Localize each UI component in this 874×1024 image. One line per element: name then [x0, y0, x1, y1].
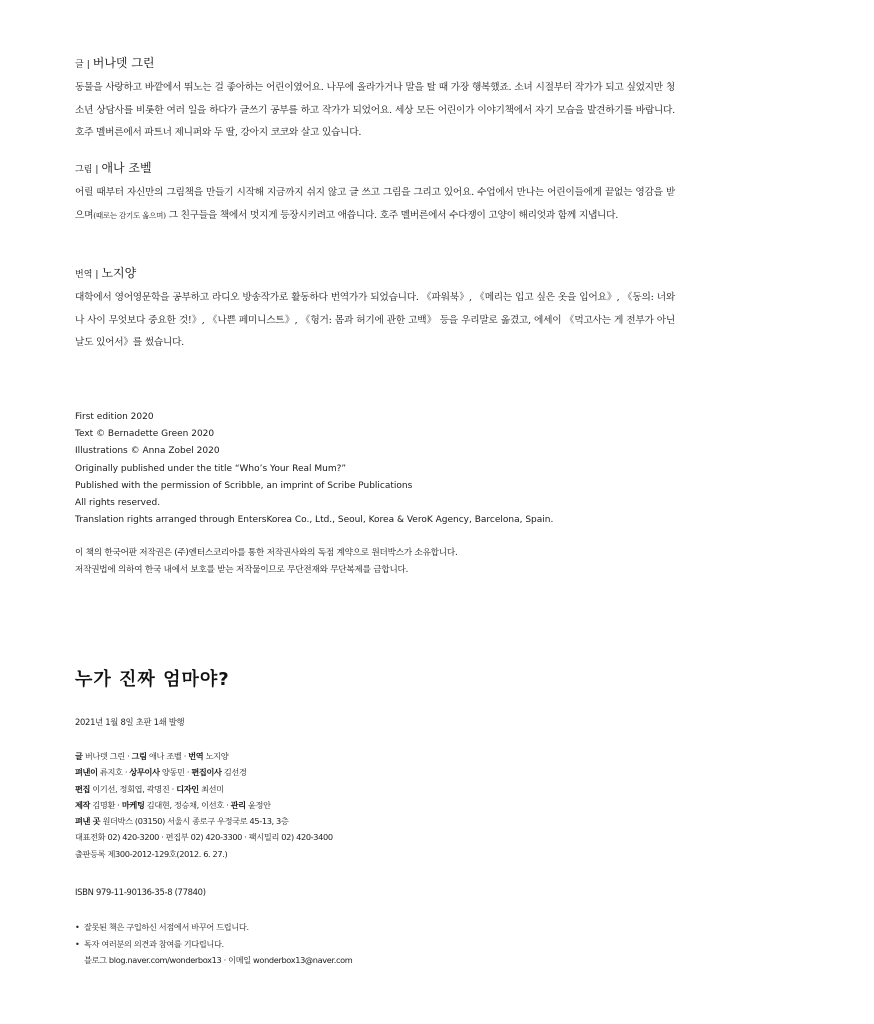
bullet-icon: •	[75, 922, 80, 932]
illustrator-bio	[75, 159, 675, 227]
note-item: • 잘못된 책은 구입하신 서점에서 바꾸어 드립니다.	[75, 919, 675, 936]
staff-line: 편집 이기선, 정회엽, 곽명진 · 디자인 최선미	[75, 783, 224, 794]
separator: |	[95, 270, 99, 280]
english-copyright-block	[75, 409, 675, 529]
translator-bio	[75, 264, 675, 355]
copyright-line: Illustrations © Anna Zobel 2020	[75, 446, 220, 457]
note-item: • 독자 여러분의 의견과 참여를 기다립니다.	[75, 936, 675, 953]
bio-text-aside: (때로는 감기도 옮으며)	[93, 210, 166, 220]
role-label: 그림	[75, 165, 93, 175]
bullet-icon: •	[75, 938, 80, 949]
copyright-line: Text © Bernadette Green 2020	[75, 429, 215, 440]
illustrator-bio-text	[75, 182, 675, 227]
contact-line: 블로그 blog.naver.com/wonderbox13 · 이메일 wonderbox13@naver.com	[84, 955, 353, 965]
staff-line: 펴낸이 류지호 · 상무이사 양동민 · 편집이사 김선경	[75, 767, 247, 778]
bio-text-part: 어릴 때부터 자신만의 그림책을 만들기 시작해 지금까지 쉬지 않고 글 쓰고 그림을 그리고 있어요. 수업에서 만나는 어린이들에게 끝없는 영감을 받으며	[75, 187, 675, 221]
copyright-line: Translation rights arranged through EntersKorea Co., Ltd., Seoul, Korea & VeroK Agency, Barcelona, Spain.	[75, 515, 554, 526]
staff-line: 글 버나뎃 그린 · 그림 애나 조벨 · 번역 노지양	[75, 751, 229, 761]
korean-copyright-notice	[75, 545, 675, 579]
staff-line: 출판등록 제300-2012-129호(2012. 6. 27.)	[75, 848, 228, 859]
notice-line: 이 책의 한국어판 저작권은 (주)엔터스코리아를 통한 저작권사와의 독점 계약으로 원더박스가 소유합니다.	[75, 548, 458, 558]
translator-heading	[75, 264, 675, 281]
copyright-line: Originally published under the title “Who’s Your Real Mum?”	[75, 463, 347, 474]
bio-text-part: 그 친구들을 책에서 멋지게 등장시키려고 애씁니다. 호주 멜버른에서 수다쟁이 고양이 해리엇과 함께 지냅니다.	[165, 209, 619, 221]
separator: |	[86, 60, 90, 70]
notice-line: 저작권법에 의하여 한국 내에서 보호를 받는 저작물이므로 무단전재와 무단복제를 금합니다.	[75, 565, 409, 575]
author-bio-text: 동물을 사랑하고 바깥에서 뛰노는 걸 좋아하는 어린이였어요. 나무에 올라가거나 말을 탈 때 가장 행복했죠. 소녀 시절부터 작가가 되고 싶었지만 청소년 상담사를 비롯한 여러 일을 하다가 글쓰기 공부를 하고 작가가 되었어요. 세상 모든 어린이가 이야기책에서 자기 모습을 발견하기를 바랍니다. 호주 멜버른에서 파트너 제니퍼와 두 딸, 강아지 코코와 살고 있습니다.	[75, 82, 675, 138]
role-label: 글	[75, 60, 84, 70]
illustrator-name: 애나 조벨	[101, 161, 152, 175]
author-bio	[75, 54, 675, 145]
copyright-line: First edition 2020	[75, 412, 154, 422]
translator-bio-text: 대학에서 영어영문학을 공부하고 라디오 방송작가로 활동하다 번역가가 되었습니다. 《파워북》, 《메리는 입고 싶은 옷을 입어요》, 《동의: 너와 나 사이 무엇보다 중요한 것!》, 《나쁜 페미니스트》, 《헝거: 몸과 허기에 관한 고백》 등을 우리말로 옮겼고, 에세이 《먹고사는 게 전부가 아닌 날도 있어서》를 썼습니다.	[75, 292, 675, 348]
illustrator-heading	[75, 159, 675, 176]
copyright-line: Published with the permission of Scribble, an imprint of Scribe Publications	[75, 480, 413, 491]
staff-credits	[75, 748, 675, 862]
staff-line: 제작 김명환 · 마케팅 김대현, 정승채, 이선호 · 관리 윤정안	[75, 799, 271, 810]
book-title: 누가 진짜 엄마야?	[75, 669, 230, 690]
staff-line: 펴낸 곳 원더박스 (03150) 서울시 종로구 우정국로 45-13, 3층	[75, 816, 289, 827]
staff-line: 대표전화 02) 420-3200 · 편집부 02) 420-3300 · 팩시밀리 02) 420-3400	[75, 832, 333, 843]
reader-notes	[75, 919, 675, 969]
author-heading	[75, 54, 675, 71]
role-label: 번역	[75, 270, 93, 280]
copyright-line: All rights reserved.	[75, 498, 161, 509]
edition-line: 2021년 1월 8일 초판 1쇄 발행	[75, 717, 185, 727]
author-name: 버나뎃 그린	[92, 56, 155, 70]
isbn: ISBN 979-11-90136-35-8 (77840)	[75, 887, 206, 897]
translator-name: 노지양	[101, 266, 137, 280]
separator: |	[95, 165, 99, 175]
